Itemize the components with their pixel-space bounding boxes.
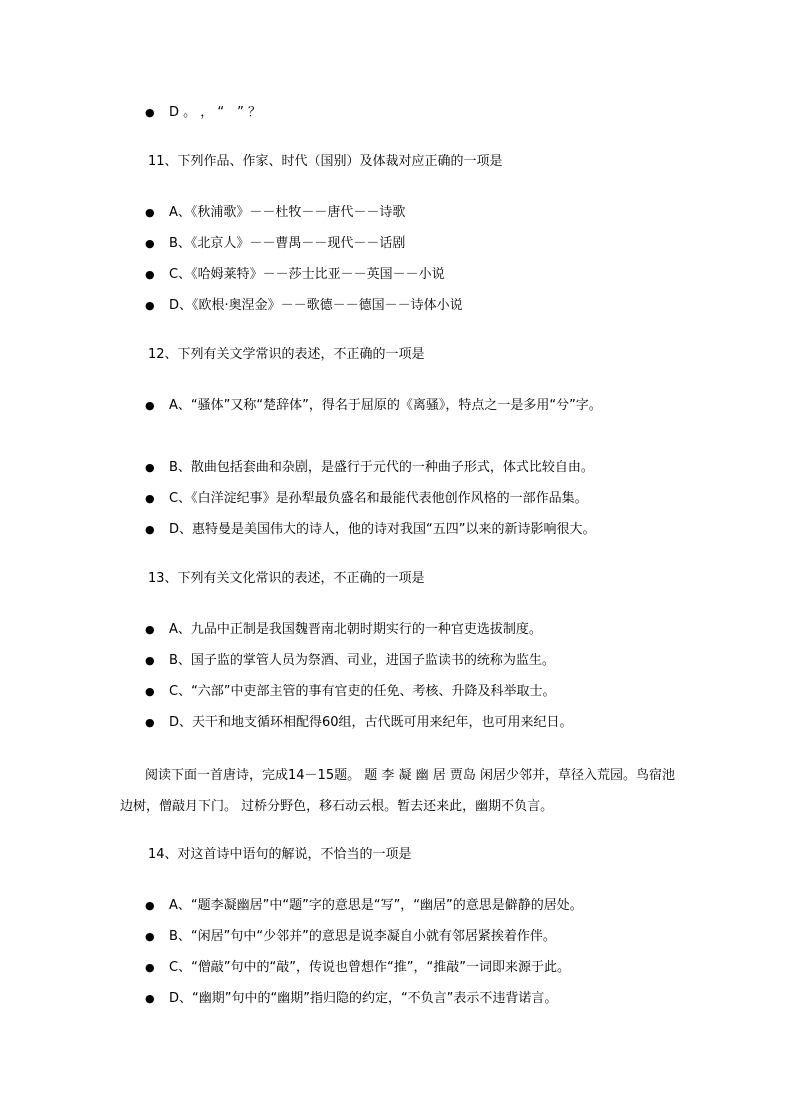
option-text: D、惠特曼是美国伟大的诗人，他的诗对我国“五四”以来的新诗影响很大。: [169, 522, 596, 537]
bullet-icon: ●: [145, 268, 155, 281]
bullet-icon: ●: [145, 623, 155, 636]
bullet-icon: ●: [145, 461, 155, 474]
reading-passage: 阅读下面一首唐诗，完成14－15题。 题 李 凝 幽 居 贾岛 闲居少邻并，草径入荒园。鸟宿池边树，僧敲月下门。 过桥分野色，移石动云根。暂去还来此，幽期不负言。: [120, 768, 676, 814]
question-14-stem: 14、对这首诗中语句的解说，不恰当的一项是: [148, 847, 412, 862]
bullet-icon: ●: [145, 299, 155, 312]
question-13-stem: 13、下列有关文化常识的表述，不正确的一项是: [148, 571, 425, 586]
option-text: C、“六部”中吏部主管的事有官吏的任免、考核、升降及科举取士。: [169, 684, 556, 699]
bullet-icon: ●: [145, 654, 155, 667]
bullet-icon: ●: [145, 961, 155, 974]
bullet-icon: ●: [145, 930, 155, 943]
option-text: D、天干和地支循环相配得60组，古代既可用来纪年，也可用来纪日。: [169, 715, 573, 730]
question-12-stem: 12、下列有关文学常识的表述，不正确的一项是: [148, 347, 425, 362]
bullet-icon: ●: [145, 399, 155, 412]
option-text: D 。 ， “ ” ？: [169, 105, 262, 120]
bullet-icon: ●: [145, 716, 155, 729]
bullet-icon: ●: [145, 492, 155, 505]
option-text: B、散曲包括套曲和杂剧，是盛行于元代的一种曲子形式，体式比较自由。: [169, 460, 594, 475]
option-text: A、“骚体”又称“楚辞体”，得名于屈原的《离骚》，特点之一是多用“兮”字。: [169, 398, 602, 413]
option-text: C、“僧敲”句中的“敲”，传说也曾想作“推”，“推敲”一词即来源于此。: [169, 960, 570, 975]
option-text: B、国子监的掌管人员为祭酒、司业，进国子监读书的统称为监生。: [169, 653, 555, 668]
option-text: D、《欧根·奥涅金》－－歌德－－德国－－诗体小说: [169, 298, 463, 313]
option-text: B、“闲居”句中“少邻并”的意思是说李凝自小就有邻居紧挨着作伴。: [169, 929, 556, 944]
bullet-icon: ●: [145, 899, 155, 912]
bullet-icon: ●: [145, 106, 155, 119]
bullet-icon: ●: [145, 206, 155, 219]
option-text: A、九品中正制是我国魏晋南北朝时期实行的一种官吏选拔制度。: [169, 622, 542, 637]
bullet-icon: ●: [145, 685, 155, 698]
option-text: A、《秋浦歌》－－杜牧－－唐代－－诗歌: [169, 205, 406, 220]
bullet-icon: ●: [145, 992, 155, 1005]
question-11-stem: 11、下列作品、作家、时代（国别）及体裁对应正确的一项是: [148, 154, 503, 169]
bullet-icon: ●: [145, 523, 155, 536]
option-text: C、《白洋淀纪事》是孙犁最负盛名和最能代表他创作风格的一部作品集。: [169, 491, 588, 506]
option-text: C、《哈姆莱特》－－莎士比亚－－英国－－小说: [169, 267, 445, 282]
bullet-icon: ●: [145, 237, 155, 250]
option-text: D、“幽期”句中的“幽期”指归隐的约定，“不负言”表示不违背诺言。: [169, 991, 558, 1006]
option-text: A、“题李凝幽居”中“题”字的意思是“写”，“幽居”的意思是僻静的居处。: [169, 898, 583, 913]
option-text: B、《北京人》－－曹禺－－现代－－话剧: [169, 236, 406, 251]
